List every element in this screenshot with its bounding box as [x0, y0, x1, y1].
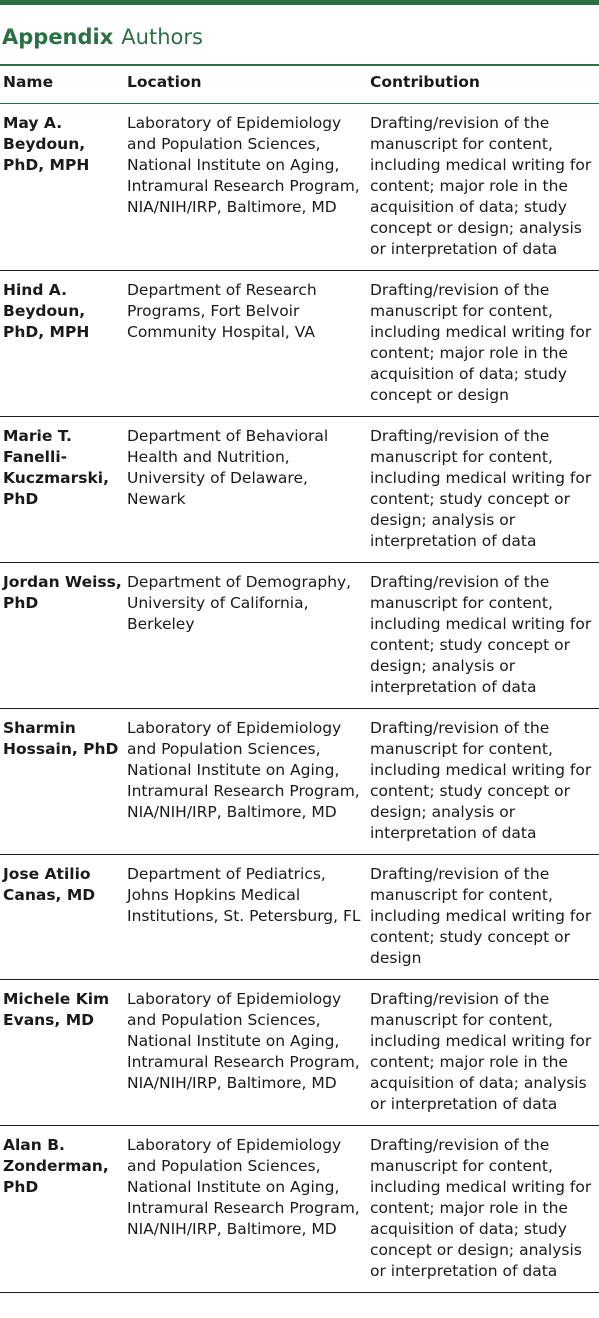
- table-row: [0, 104, 599, 271]
- author-name: Alan B. Zonderman, PhD: [0, 1126, 124, 1293]
- author-contribution: Drafting/revision of the manuscript for content, including medical writing for content; major role in the acquisition of data; study concept or design; analysis or interpretation of data: [368, 1126, 599, 1293]
- column-header-contribution: Contribution: [368, 66, 599, 104]
- author-name: Marie T. Fanelli-Kuczmarski, PhD: [0, 417, 124, 563]
- author-contribution: Drafting/revision of the manuscript for content, including medical writing for content; major role in the acquisition of data; study concept or design: [368, 271, 599, 417]
- author-location: Laboratory of Epidemiology and Population Sciences, National Institute on Aging, Intramural Research Program, NIA/NIH/IRP, Baltimore, MD: [124, 709, 368, 855]
- author-location: Department of Research Programs, Fort Belvoir Community Hospital, VA: [124, 271, 368, 417]
- author-name: Jordan Weiss, PhD: [0, 563, 124, 709]
- author-contribution: Drafting/revision of the manuscript for content, including medical writing for content; major role in the acquisition of data; analysis or interpretation of data: [368, 980, 599, 1126]
- author-name: Jose Atilio Canas, MD: [0, 855, 124, 980]
- page-title: [2, 22, 203, 52]
- author-name: Sharmin Hossain, PhD: [0, 709, 124, 855]
- table-row: [0, 709, 599, 855]
- top-accent-bar: [0, 0, 599, 5]
- column-header-location: Location: [124, 66, 368, 104]
- table-row: [0, 563, 599, 709]
- table-row: [0, 855, 599, 980]
- author-location: Department of Demography, University of California, Berkeley: [124, 563, 368, 709]
- table-row: [0, 980, 599, 1126]
- author-location: Laboratory of Epidemiology and Population Sciences, National Institute on Aging, Intramural Research Program, NIA/NIH/IRP, Baltimore, MD: [124, 980, 368, 1126]
- table-row: [0, 1126, 599, 1293]
- authors-table: [0, 66, 599, 1293]
- author-location: Department of Pediatrics, Johns Hopkins Medical Institutions, St. Petersburg, FL: [124, 855, 368, 980]
- title-rest: Authors: [121, 25, 203, 49]
- author-name: Hind A. Beydoun, PhD, MPH: [0, 271, 124, 417]
- table-row: [0, 271, 599, 417]
- column-header-name: Name: [0, 66, 124, 104]
- title-bold: Appendix: [2, 25, 114, 49]
- table-header-row: [0, 66, 599, 104]
- author-contribution: Drafting/revision of the manuscript for content, including medical writing for content; study concept or design; analysis or interpretation of data: [368, 563, 599, 709]
- author-name: May A. Beydoun, PhD, MPH: [0, 104, 124, 271]
- author-location: Department of Behavioral Health and Nutrition, University of Delaware, Newark: [124, 417, 368, 563]
- table-row: [0, 417, 599, 563]
- author-name: Michele Kim Evans, MD: [0, 980, 124, 1126]
- author-contribution: Drafting/revision of the manuscript for content, including medical writing for content; major role in the acquisition of data; study concept or design; analysis or interpretation of data: [368, 104, 599, 271]
- author-contribution: Drafting/revision of the manuscript for content, including medical writing for content; study concept or design; analysis or interpretation of data: [368, 417, 599, 563]
- author-location: Laboratory of Epidemiology and Population Sciences, National Institute on Aging, Intramural Research Program, NIA/NIH/IRP, Baltimore, MD: [124, 1126, 368, 1293]
- author-contribution: Drafting/revision of the manuscript for content, including medical writing for content; study concept or design; analysis or interpretation of data: [368, 709, 599, 855]
- author-location: Laboratory of Epidemiology and Population Sciences, National Institute on Aging, Intramural Research Program, NIA/NIH/IRP, Baltimore, MD: [124, 104, 368, 271]
- author-contribution: Drafting/revision of the manuscript for content, including medical writing for content; study concept or design: [368, 855, 599, 980]
